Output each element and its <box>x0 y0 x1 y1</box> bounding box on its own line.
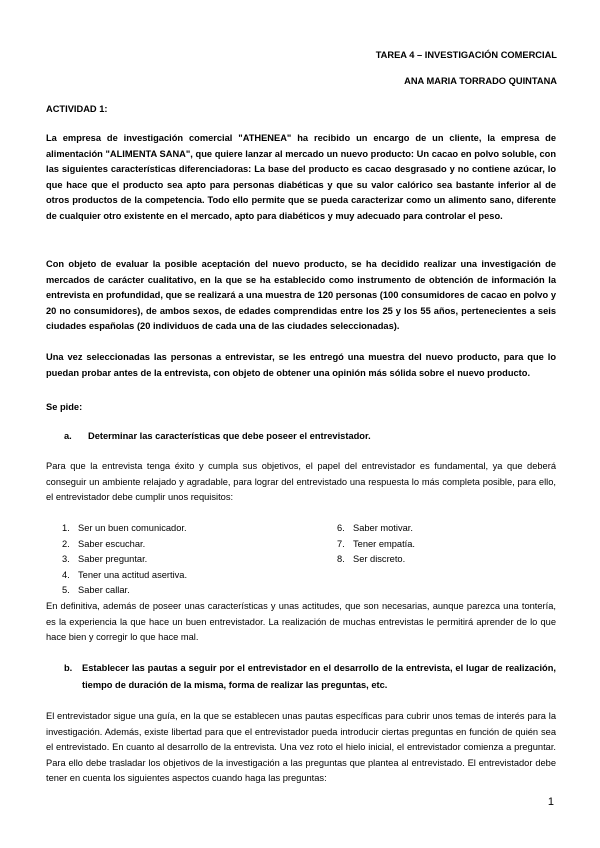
list-item-number: 8. <box>337 554 345 565</box>
intro-paragraph: La empresa de investigación comercial "ATHENEA" ha recibido un encargo de un cliente, la empresa de alimentación "ALIMENTA SANA", que quiere lanzar al mercado un nuevo producto: Un cacao en polvo soluble, con las siguientes características diferenciadoras: La base del producto es cacao desgrasado y no contiene azúcar, lo que hace que el producto sea apto para personas diabéticas y que su valor calórico sea bastante inferior al de otros productos de la competencia. Todo ello permite que se pueda caracterizar como un alimento sano, diferente de cualquier otro existente en el mercado, apto para diabéticos y muy adecuado para controlar el peso. <box>46 133 556 221</box>
list-item-text: Tener una actitud asertiva. <box>78 569 188 580</box>
section-b-heading <box>64 660 556 693</box>
list-item-text: Ser discreto. <box>353 554 406 565</box>
list-item-text: Saber callar. <box>78 585 130 596</box>
list-item-number: 2. <box>62 538 70 549</box>
sample-paragraph: Una vez seleccionadas las personas a entrevistar, se les entregó una muestra del nuevo producto, para que lo puedan probar antes de la entrevista, con objeto de obtener una opinión más sólida sobre el nuevo producto. <box>46 352 556 378</box>
guide-paragraph: El entrevistador sigue una guía, en la que se establecen unas pautas específicas para cubrir unos temas de interés para la investigación. Además, existe libertad para que el entrevistador pueda introducir ciertas preguntas en función de quién sea el entrevistado. En cuanto al desarrollo de la entrevista. Una vez roto el hielo inicial, el entrevistador comienza a preguntar. Para ello debe trasladar los objetivos de la investigación a las preguntas que plantea al entrevistado. El entrevistador debe tener en cuenta los siguientes aspectos cuando haga las preguntas: <box>46 711 556 784</box>
list-item <box>62 552 187 568</box>
list-item <box>337 521 415 537</box>
author-name: ANA MARIA TORRADO QUINTANA <box>404 76 557 86</box>
page-number: 1 <box>547 796 554 808</box>
list-item-number: 4. <box>62 569 70 580</box>
list-item <box>337 552 415 568</box>
task-header: TAREA 4 – INVESTIGACIÓN COMERCIAL <box>375 50 557 60</box>
requirements-list-left <box>62 521 187 599</box>
se-pide-label: Se pide: <box>46 402 83 412</box>
interviewer-role-paragraph: Para que la entrevista tenga éxito y cumpla sus objetivos, el papel del entrevistador es fundamental, ya que deberá conseguir un ambiente relajado y agradable, para lograr del entrevistado una respuesta lo más completa posible, para ello, el entrevistador debe cumplir unos requisitos: <box>46 461 556 503</box>
requirements-list-right <box>337 521 415 568</box>
section-a-label: a. <box>64 431 72 441</box>
list-item <box>62 521 187 537</box>
activity-title: ACTIVIDAD 1: <box>46 104 108 114</box>
list-item-text: Ser un buen comunicador. <box>78 523 187 533</box>
list-item-text: Saber motivar. <box>353 523 413 533</box>
list-item-number: 1. <box>62 523 70 533</box>
list-item <box>62 537 187 553</box>
experience-paragraph: En definitiva, además de poseer unas características y unas actitudes, que son necesarias, aunque parezca una tontería, es la experiencia la que hace un buen entrevistador. La realización de muchas entrevistas le permitirá aprender de lo que hace bien y corregir lo que hace mal. <box>46 601 556 643</box>
list-item-number: 3. <box>62 554 70 565</box>
list-item <box>62 568 187 584</box>
list-item <box>337 537 415 553</box>
list-item-text: Saber escuchar. <box>78 538 146 549</box>
section-b-label: b. <box>64 663 73 673</box>
list-item-text: Saber preguntar. <box>78 554 148 565</box>
section-b-title: Establecer las pautas a seguir por el entrevistador en el desarrollo de la entrevista, el lugar de realización, tiempo de duración de la misma, forma de realizar las preguntas, etc. <box>82 663 556 690</box>
section-a-heading <box>64 431 371 441</box>
list-item-number: 6. <box>337 523 345 533</box>
list-item-number: 5. <box>62 585 70 596</box>
list-item <box>62 583 187 599</box>
methodology-paragraph: Con objeto de evaluar la posible aceptación del nuevo producto, se ha decidido realizar una investigación de mercados de carácter cualitativo, en la que se ha establecido como instrumento de obtención de información la entrevista en profundidad, que se realizará a una muestra de 120 personas (100 consumidores de cacao en polvo y 20 no consumidores), de ambos sexos, de edades comprendidas entre los 25 y los 55 años, pertenecientes a seis ciudades españolas (20 individuos de cada una de las ciudades seleccionadas). <box>46 259 556 332</box>
list-item-number: 7. <box>337 538 345 549</box>
section-a-title: Determinar las características que debe poseer el entrevistador. <box>88 431 371 441</box>
list-item-text: Tener empatía. <box>353 538 416 549</box>
